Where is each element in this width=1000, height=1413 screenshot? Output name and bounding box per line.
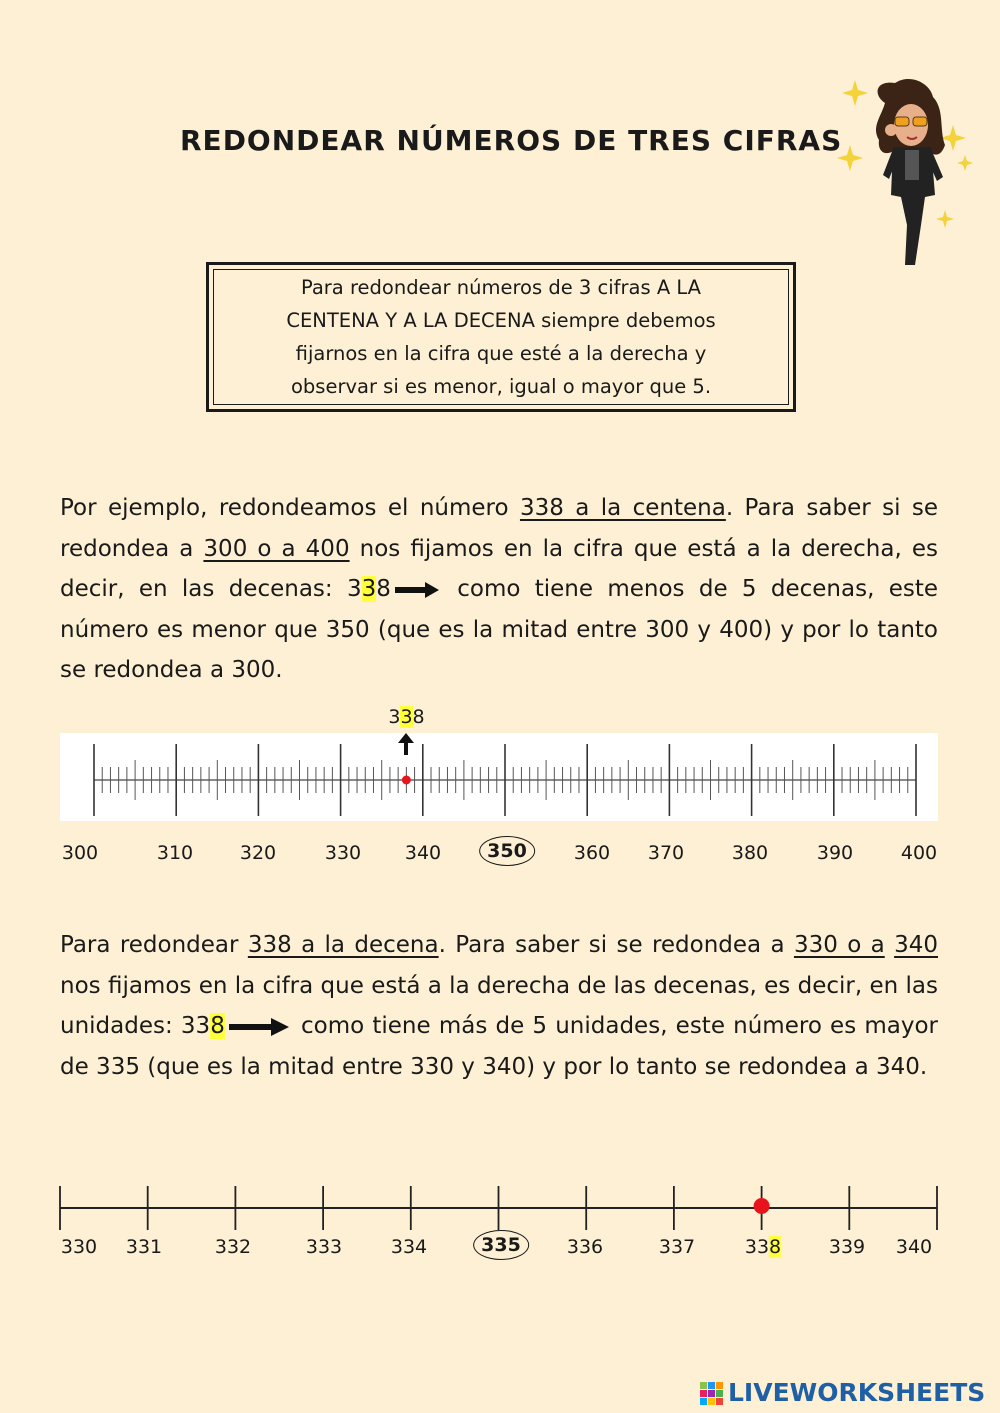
digit: 8	[412, 706, 425, 728]
tick-label: 338	[744, 1236, 782, 1258]
tick-label: 390	[816, 842, 854, 864]
tick-label: 334	[390, 1236, 428, 1258]
highlighted-digit: 3	[361, 576, 377, 602]
number-line-centena	[60, 733, 938, 821]
tick-label: 380	[731, 842, 769, 864]
digit: 33	[180, 1013, 211, 1039]
text: como tiene menos de 5 decenas, este número es menor que 350 (que es la mitad entre 300 y 400) y por lo tanto se redondea a 300.	[60, 576, 938, 683]
liveworksheets-logo	[700, 1378, 985, 1407]
example-decena-paragraph	[60, 925, 938, 1087]
text: . Para saber si se redondea a	[438, 932, 794, 958]
tick-label: 331	[125, 1236, 163, 1258]
rule-box	[206, 262, 796, 412]
tick-label: 330	[60, 1236, 98, 1258]
tick-label: 360	[573, 842, 611, 864]
underlined-text: 340	[894, 932, 938, 958]
rule-line-4: observar si es menor, igual o mayor que 5.	[290, 375, 712, 398]
rule-line-3: fijarnos en la cifra que esté a la derecha y	[295, 342, 707, 365]
number-338	[181, 1013, 225, 1039]
up-arrow-icon	[398, 733, 414, 759]
right-arrow-icon	[229, 1018, 289, 1036]
underlined-text: 300 o a 400	[203, 535, 350, 562]
tick-label: 339	[828, 1236, 866, 1258]
digit: 3	[388, 706, 401, 728]
marker-label	[388, 706, 424, 728]
underlined-text: 330 o a	[793, 932, 885, 958]
underlined-text: 338 a la centena	[519, 495, 726, 521]
digit: 8	[376, 576, 391, 602]
right-arrow-icon	[395, 582, 439, 598]
text: Para redondear	[60, 932, 248, 958]
tick-label: 330	[324, 842, 362, 864]
marker-dot	[754, 1198, 770, 1214]
tick-label: 337	[658, 1236, 696, 1258]
tick-label: 320	[239, 842, 277, 864]
tick-label: 332	[214, 1236, 252, 1258]
marker-dot	[402, 776, 411, 785]
digit: 3	[346, 576, 362, 602]
tick-label: 336	[566, 1236, 604, 1258]
tick-label: 300	[61, 842, 99, 864]
page-title: REDONDEAR NÚMEROS DE TRES CIFRAS	[180, 124, 843, 157]
logo-icon	[700, 1382, 724, 1406]
text: como tiene más de 5 unidades, este número es mayor de 335 (que es la mitad entre 330 y 340) y por lo tanto se redondea a 340.	[60, 1013, 939, 1080]
rule-box-text	[213, 269, 789, 405]
highlighted-digit: 8	[210, 1013, 225, 1039]
rule-line-2: CENTENA Y A LA DECENA siempre debemos	[286, 309, 716, 332]
circled-tick-label: 350	[479, 836, 535, 866]
number-338	[347, 576, 391, 602]
rule-line-1: Para redondear números de 3 cifras A LA	[300, 276, 702, 299]
example-centena-paragraph	[60, 488, 938, 691]
avatar	[835, 75, 975, 270]
tick-label: 333	[305, 1236, 343, 1258]
tick-label: 400	[900, 842, 938, 864]
highlighted-digit: 3	[400, 706, 413, 728]
logo-text: LIVEWORKSHEETS	[728, 1378, 986, 1407]
underlined-text: 338 a la decena	[247, 932, 439, 958]
text: . Para saber si se redondea a	[60, 495, 939, 562]
text: Por ejemplo, redondeamos el número	[60, 495, 520, 521]
text: nos fijamos en la cifra que está a la derecha de las decenas, es decir, en las unidades:	[60, 972, 938, 1039]
tick-label: 310	[156, 842, 194, 864]
tick-label: 370	[647, 842, 685, 864]
tick-label: 340	[895, 1236, 933, 1258]
circled-tick-label: 335	[473, 1230, 529, 1260]
tick-label: 340	[404, 842, 442, 864]
text: nos fijamos en la cifra que está a la derecha, es decir, en las decenas:	[60, 535, 938, 602]
